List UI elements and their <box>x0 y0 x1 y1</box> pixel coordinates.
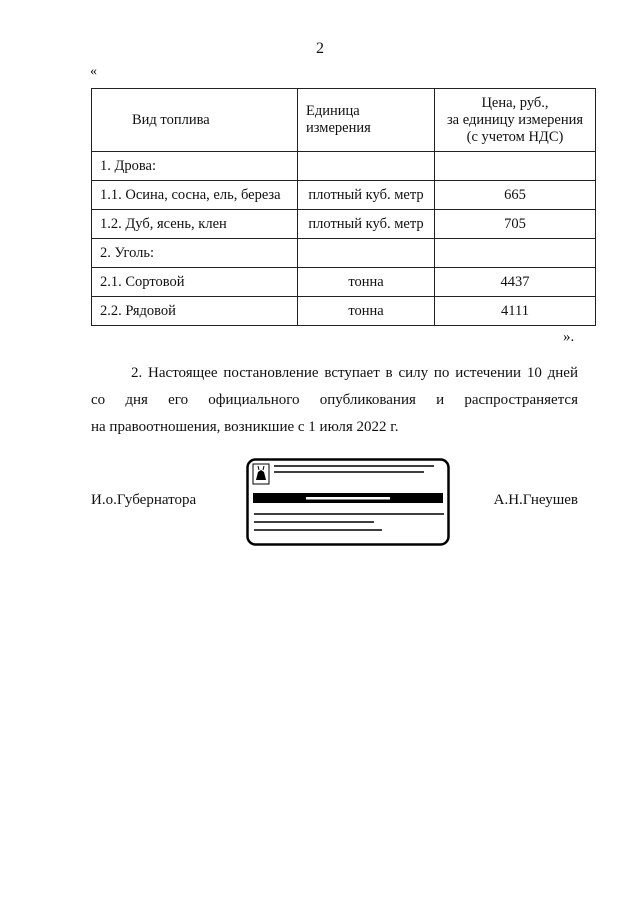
cell-fuel-type: 1. Дрова: <box>92 152 298 181</box>
cell-price: 705 <box>435 210 596 239</box>
header-unit: Единица измерения <box>298 89 435 152</box>
cell-price: 4437 <box>435 268 596 297</box>
signatory-position: И.о.Губернатора <box>91 492 197 508</box>
digital-signature-stamp <box>246 458 450 546</box>
stamp-banner-text <box>306 497 390 500</box>
cell-fuel-type: 2.1. Сортовой <box>92 268 298 297</box>
table-row <box>92 268 596 297</box>
cell-unit <box>298 239 435 268</box>
cell-fuel-type: 1.1. Осина, сосна, ель, береза <box>92 181 298 210</box>
signatory-name: А.Н.Гнеушев <box>493 492 578 508</box>
cell-fuel-type: 1.2. Дуб, ясень, клен <box>92 210 298 239</box>
table-row <box>92 239 596 268</box>
closing-quote: ». <box>563 329 575 345</box>
paragraph-line: 2. Настоящее постановление вступает в силу по истечении 10 дней <box>131 365 578 381</box>
cell-unit: тонна <box>298 297 435 326</box>
cell-unit: плотный куб. метр <box>298 210 435 239</box>
cell-fuel-type: 2.2. Рядовой <box>92 297 298 326</box>
table-row <box>92 297 596 326</box>
cell-unit: плотный куб. метр <box>298 181 435 210</box>
header-price: Цена, руб., за единицу измерения (с учетом НДС) <box>435 89 596 152</box>
cell-price: 4111 <box>435 297 596 326</box>
paragraph-line: на правоотношения, возникшие с 1 июля 2022 г. <box>91 419 399 435</box>
cell-price <box>435 239 596 268</box>
table-header-row <box>92 89 596 152</box>
table-row <box>92 181 596 210</box>
cell-price: 665 <box>435 181 596 210</box>
cell-unit: тонна <box>298 268 435 297</box>
table-row <box>92 210 596 239</box>
page-number: 2 <box>316 40 324 57</box>
header-fuel-type: Вид топлива <box>92 89 298 152</box>
cell-unit <box>298 152 435 181</box>
paragraph-line: со дня его официального опубликования и распространяется <box>91 392 578 408</box>
cell-fuel-type: 2. Уголь: <box>92 239 298 268</box>
fuel-price-table <box>91 88 596 326</box>
table-row <box>92 152 596 181</box>
coat-of-arms-icon <box>253 464 269 484</box>
opening-quote: « <box>90 64 97 79</box>
paragraph-effective-date <box>91 360 578 441</box>
cell-price <box>435 152 596 181</box>
